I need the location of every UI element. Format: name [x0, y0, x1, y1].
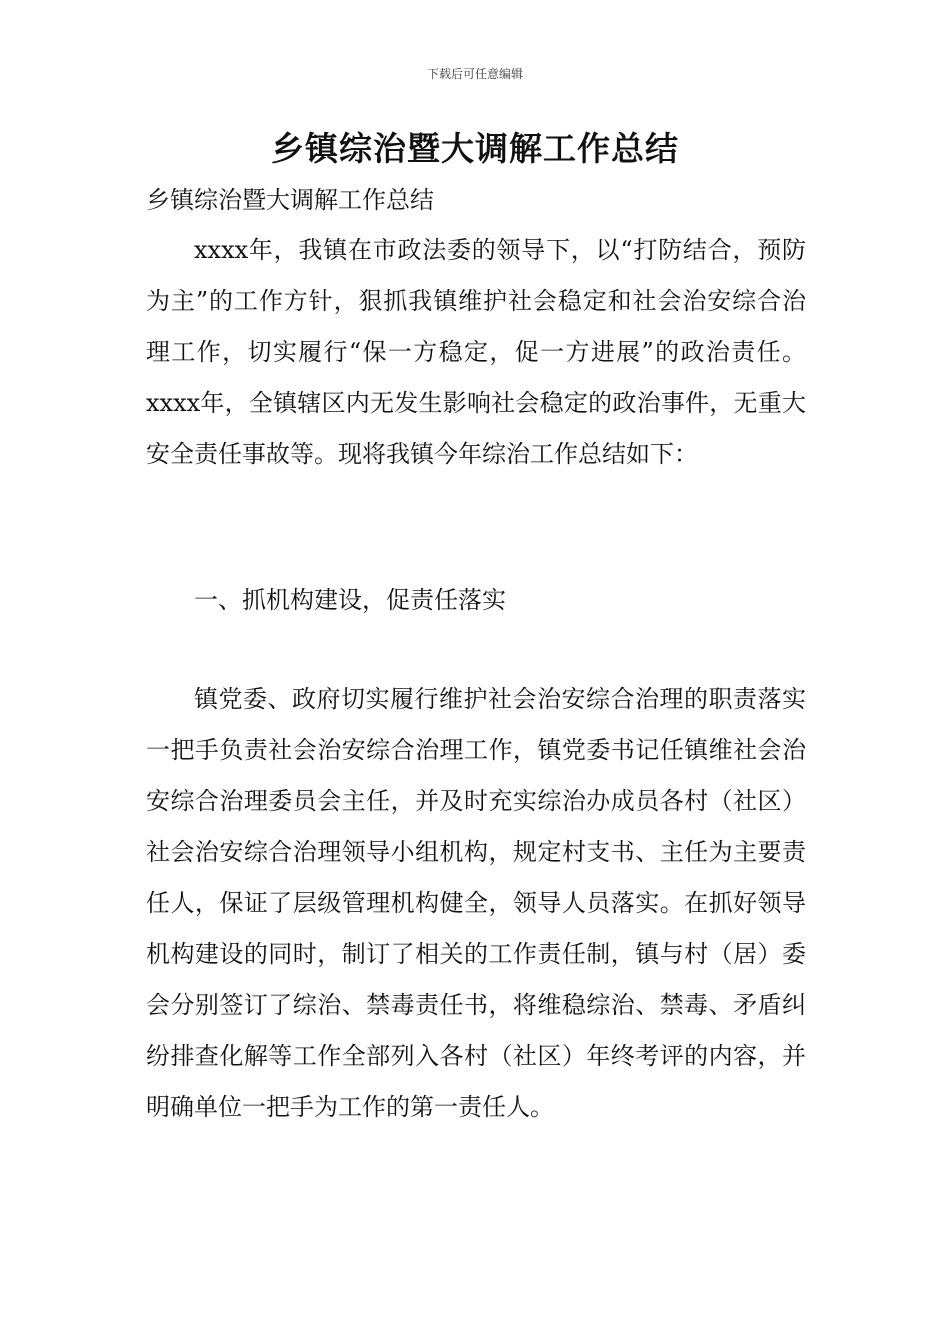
section-heading: 一、抓机构建设，促责任落实: [194, 586, 506, 614]
header-note: 下载后可任意编辑: [426, 67, 523, 81]
document-title: 乡镇综治暨大调解工作总结: [271, 129, 679, 168]
intro-paragraph: xxxx年，我镇在市政法委的领导下，以“打防结合，预防为主”的工作方针，狠抓我镇维护社会稳定和社会治安综合治理工作，切实履行“保一方稳定，促一方进展”的政治责任。xxxx年，全镇辖区内无发生影响社会稳定的政治事件，无重大安全责任事故等。现将我镇今年综治工作总结如下：: [146, 236, 806, 468]
section-body-paragraph: 镇党委、政府切实履行维护社会治安综合治理的职责落实一把手负责社会治安综合治理工作，镇党委书记任镇维社会治安综合治理委员会主任，并及时充实综治办成员各村（社区）社会治安综合治理领导小组机构，规定村支书、主任为主要责任人，保证了层级管理机构健全，领导人员落实。在抓好领导机构建设的同时，制订了相关的工作责任制，镇与村（居）委会分别签订了综治、禁毒责任书，将维稳综治、禁毒、矛盾纠纷排查化解等工作全部列入各村（社区）年终考评的内容，并明确单位一把手为工作的第一责任人。: [146, 685, 806, 1121]
document-subtitle: 乡镇综治暨大调解工作总结: [146, 186, 434, 214]
